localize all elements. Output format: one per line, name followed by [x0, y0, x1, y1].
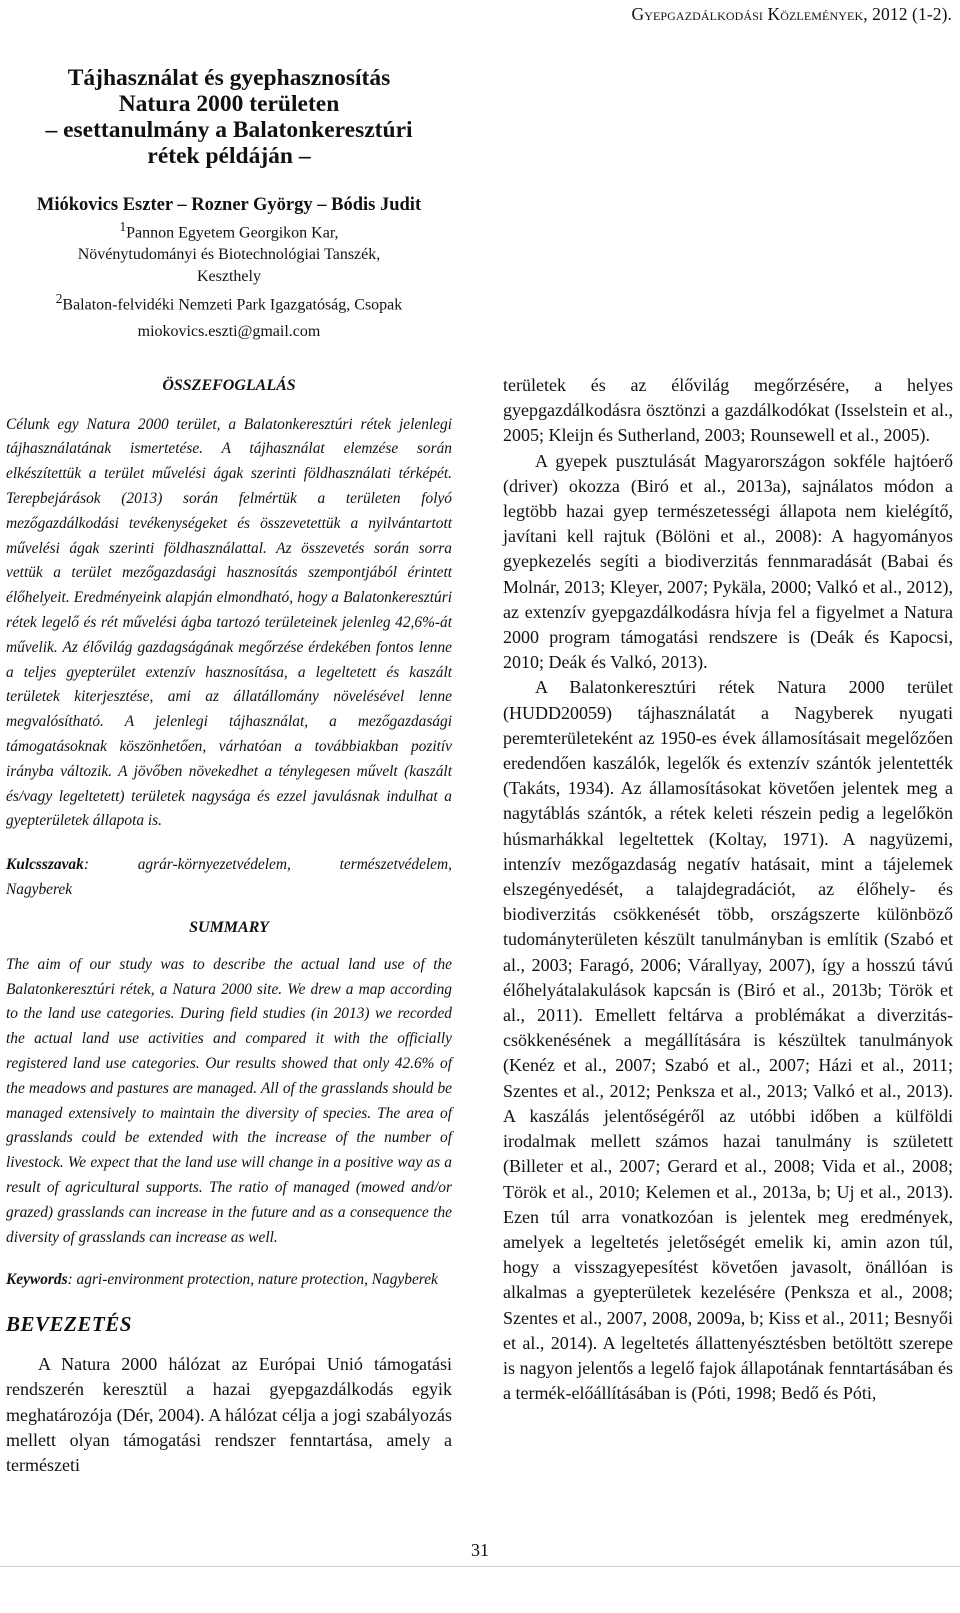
keywords-hu-colon: :	[83, 856, 89, 874]
author-list: Miókovics Eszter – Rozner György – Bódis Judit	[36, 195, 422, 215]
keywords-hu-label: Kulcsszavak	[6, 856, 84, 874]
title-line-1: Tájhasználat és gyephasznosítás	[67, 65, 391, 91]
keywords-hu-line	[6, 853, 452, 878]
affiliation-2-mark: 2	[55, 291, 63, 307]
introduction-paragraph-1-end: területek és az élővilág megőrzésére, a helyes gyepgazdálkodásra ösztönzi a gazdálkodókat (Isselstein et al., 2005; Kleijn és Sutherland, 2003; Rounsewell et al., 2005).	[503, 375, 953, 446]
keywords-hu-term-2: természetvédelem,	[339, 856, 452, 874]
article-title	[6, 65, 452, 169]
keywords-hu-term-3: Nagyberek	[6, 881, 73, 898]
contact-email[interactable]: miokovics.eszti@gmail.com	[137, 322, 321, 340]
affiliation-1-line-1: Pannon Egyetem Georgikon Kar,	[126, 224, 339, 242]
page-bottom-rule	[0, 1566, 960, 1567]
introduction-paragraph-1-start: A Natura 2000 hálózat az Európai Unió támogatási rendszerén keresztül a hazai gyepgazdálkodás egyik meghatározója (Dér, 2004). A hálózat célja a jogi szabályozás mellett olyan támogatási rendszer fenntartása, amely a természeti	[6, 1354, 452, 1475]
affiliation-2-line-1: Balaton-felvidéki Nemzeti Park Igazgatóság, Csopak	[62, 296, 403, 314]
title-line-4: rétek példáján –	[147, 143, 311, 169]
page-number: 31	[471, 1540, 489, 1560]
keywords-hu	[6, 853, 452, 903]
title-line-2: Natura 2000 területen	[118, 91, 340, 117]
introduction-paragraph-3: A Balatonkeresztúri rétek Natura 2000 terület (HUDD20059) tájhasználatát a Nagyberek nyugati peremterületeként az 1950-es évek államosításait megelőzően eredendően kaszálók, legelők és extenzív szántók jelentették (Takáts, 1934). Az államosításokat követően jelentek meg a nagytáblás szántók, a rétek keleti részein pedig a legelőkön húsmarhákkal legeltettek (Koltay, 1971). A nagyüzemi, intenzív mezőgazdaság negatív hatásait, mint a tájelemek elszegényedését, a talajdegradációt, az élőhely- és biodiverzitás csökkenését több, országszerte különböző tudományterületen készült tanulmányban is említik (Szabó et al., 2003; Faragó, 2006; Várallyay, 2007), így a hosszú távú élőhelyátalakulások kapcsán is (Biró et al., 2013b; Török et al., 2011). Emellett feltárva a problémákat a diverzitás-csökkenésének a megállítására is készültek tanulmányok (Kenéz et al., 2007; Szabó et al., 2007; Házi et al., 2011; Szentes et al., 2012; Penksza et al., 2013; Valkó et al., 2013). A kaszálás jelentőségéről az utóbbi időben a külföldi irodalmak mellett számos hazai tanulmány is született (Billeter et al., 2007; Gerard et al., 2008; Vida et al., 2008; Török et al., 2010; Kelemen et al., 2013a, b; Uj et al., 2013). Ezen túl arra vonatkozóan is jelentek meg eredmények, amelyek a legeltetés jeletőségét emelik ki, amin azon túl, hogy a visszagyepesítést követően javasolt, önállóan is alkalmas a gyepterületek kezelésére (Penksza et al., 2008; Szentes et al., 2007, 2008, 2009a, b; Kiss et al., 2011; Besnyői et al., 2014). A legeltetés állattenyésztésben betöltött szerepe is nagyon jelentős a legelő fajok állapotának fenntartásában és a termék-előállításában is (Póti, 1998; Bedő és Póti,	[503, 677, 953, 1404]
affiliation-2	[6, 288, 452, 316]
title-line-3: – esettanulmány a Balatonkeresztúri	[45, 117, 413, 143]
introduction-heading: BEVEZETÉS	[6, 1312, 132, 1337]
affiliation-1-line-2: Növénytudományi és Biotechnológiai Tanszék,	[77, 246, 381, 264]
keywords-hu-term-1: agrár-környezetvédelem,	[137, 856, 291, 874]
left-column	[6, 65, 452, 1478]
summary-text: The aim of our study was to describe the actual land use of the Balatonkeresztúri rétek, a Natura 2000 site. We drew a map according to the land use categories. During field studies (in 2013) we recorded the actual land use activities and compared it with the officially registered land use categories. Our results showed that only 42.6% of the meadows and pastures are managed. All of the grasslands should be managed extensively to maintain the diversity of species. The area of grasslands could be extended with the increase of the number of livestock. We expect that the land use will change in a positive way as a result of agricultural supports. The ratio of managed (mowed and/or grazed) grasslands can increase in the future and as a consequence the diversity of grasslands can increase as well.	[6, 955, 452, 1246]
introduction-paragraph-2: A gyepek pusztulását Magyarországon sokféle hajtóerő (driver) okozza (Biró et al., 2013a), sajnálatos módon a legtöbb hazai gyep természetességi állapota nem kielégítő, javítani kell rajtuk (Bölöni et al., 2008): A hagyományos gyepkezelés segíti a biodiverzitás fennmaradását (Babai és Molnár, 2013; Kleyer, 2007; Pykäla, 2000; Valkó et al., 2012), az extenzív gyepgazdálkodásra hívja fel a figyelmet a Natura 2000 program támogatási rendszere is (Deák és Kapocsi, 2010; Deák és Valkó, 2013).	[503, 450, 953, 673]
affiliation-1	[6, 216, 452, 288]
keywords-en-label: Keywords	[6, 1271, 68, 1289]
abstract-heading: ÖSSZEFOGLALÁS	[162, 376, 296, 394]
summary-heading: SUMMARY	[189, 918, 269, 936]
affiliation-1-mark: 1	[119, 219, 127, 234]
abstract-text: Célunk egy Natura 2000 terület, a Balatonkeresztúri rétek jelenlegi tájhasználatának ismertetése. A tájhasználat elemzése során elkészítettük a terület művelési ágak szerinti földhasználati térképét. Terepbejárások (2013) során felmértük a területen folyó mezőgazdálkodási tevékenységeket és összevetettük a nyilvántartott művelési ágak szerinti földhasználattal. Az összevetés során sorra vettük a terület mezőgazdasági hasznosítás szempontjából érintett élőhelyeit. Eredményeink alapján elmondható, hogy a Balatonkeresztúri rétek legelő és rét művelési ágba tartozó területeinek jelenleg 42,6%-át művelik. Az élővilág gazdagságának megőrzése érdekében fontos lenne a teljes gyepterület extenzív hasznosítása, a legeltetett és kaszált területek kiterjesztése, ami az állatállomány növelésével lenne megvalósítható. A jelenlegi tájhasználat, a mezőgazdasági támogatásoknak köszönhetően, várhatóan a továbbiakban pozitív irányba változik. A jövőben növekedhet a ténylegesen művelt (kaszált és/vagy legeltetett) területek nagysága és ezzel javulásnak indulhat a gyepterületek állapota is.	[6, 415, 452, 830]
running-head: Gyepgazdálkodási Közlemények, 2012 (1-2).	[631, 4, 952, 24]
keywords-hu-label-wrap	[6, 853, 89, 878]
keywords-en-terms: : agri-environment protection, nature protection, Nagyberek	[67, 1271, 438, 1289]
keywords-en	[6, 1268, 452, 1293]
right-column	[503, 373, 953, 1406]
affiliation-1-line-3: Keszthely	[197, 268, 261, 286]
